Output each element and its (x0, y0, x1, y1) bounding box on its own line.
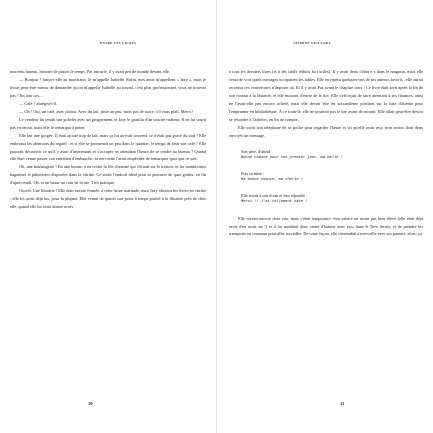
paragraph-gap (229, 140, 423, 148)
running-head-left: ENTRE LES LIGNES (100, 41, 137, 45)
text-messages (229, 148, 423, 207)
left-page (0, 0, 216, 433)
message-text: Bonne chance pour ton premier jour, ma belle ! (241, 156, 343, 161)
paragraph-gap (229, 207, 423, 215)
paragraph: — Bonjour ! lança-t-elle au marchand. Je m'appelle Isabelle. Enfin, mes amis m'appellent « Izzy », mais je ferais peut-être mieux de demander qu'on m'appelle Isabelle au travail, c'est plus professionnel, vous ne trouvez pas ? En tout cas… (10, 76, 206, 98)
text-message (229, 148, 423, 163)
paragraph: nouveau bureau, histoire de passer le temps. Par miracle, il y avait peu de monde devant elle. (10, 69, 170, 74)
paragraph: Oh, une boulangerie ! En une bonne, à en croire la file d'attente qui s'étirait sur le trottoir, et les nombreuses baguettes et pâtisseries disposées dans la vitrine. Ce serait l'endroit idéal pour se procurer de quoi goûter, en fin d'après-midi. Oh, et un bazar au coin de la rue. Très pratique. (10, 164, 206, 186)
paragraph: Elle sortit son téléphone de sa poche pour regarder l'heure et vit qu'elle avait reçu trois textos dont deux envoyés un message. (229, 124, 423, 138)
paragraph: Elle n'avait encore chez eux, mais c'était temporaire. Son salaire ne serait pas bien élevé (elle était déjà ravie d'en avoir un !) et il lui semblait donc sensé d'habiter avec eux, dans le New Jersey, et de prendre les transports en commun pour aller travailler. De toute façon, elle s'entendait à merveille avec ses parents, alors, ça (229, 215, 423, 237)
message-gap (229, 163, 423, 170)
message-label: Son père, d'abord : (241, 148, 273, 154)
left-page-body (10, 68, 206, 211)
message-gap (229, 185, 423, 192)
paragraph: Ooooh. Une librairie ! Elle était encore fermée, à cette heure matinale, mais Izzy observa les livres en vitrine : elle les avait déjà lus, pour la plupart. Elle venait de quitter son poste à temps partiel à la librairie près de chez elle, quand elle lui avait donné accès (10, 188, 206, 210)
paragraph: — Oh ! Oui, un café, avec plaisir. Avec du lait, juste un peu, mais pas de sucre, s'il vous plaît. Merci ! (19, 108, 194, 114)
right-bottom-paragraphs (229, 215, 423, 239)
right-top-paragraphs (229, 68, 423, 140)
message-text: Merci !! J'ai tellement hâte ! (241, 200, 308, 205)
right-page-body (229, 68, 423, 238)
text-message (229, 192, 423, 207)
page-number-left: 10 (88, 401, 93, 406)
paragraph: à tous les derniers titres (et à des tarifs réduits fort utiles). Il y avait deux client·e·s dans le magasin, mais elle cessa de voir quels ouvrages occupaient les tables. Elle en repéra quelques-uns de ses auteurs favoris ; elle aurait reconnu ces couvertures n'importe où. Et il y avait Pas avant le chapitre trois ! Ce livre était sorti après la fin de son contrat à la librairie, et elle mourait d'envie de le lire. Elle s'efforçait de faire attention à ses finances, ainsi ne l'avait-elle pas encore acheté, mais elle devait être en soixantième position sur la liste d'attente pour l'emprunter en bibliothèque. À ce train-là, elle ne pourrait pas le lire avant de mourir. Elle allait peut-être devoir se résoudre à l'acheter, en fin de compte. (229, 69, 423, 122)
paragraph: Le vendeur lui tendit son gobelet avec un grognement, et Izzy le gratifia d'un sourire radieux. Il ne lui sourit pas en retour, mais elle le remarqua à peine. (10, 116, 206, 130)
message-text: Ma bonne chance, ma chérie ! (241, 178, 303, 183)
right-page (217, 0, 433, 433)
text-message (229, 170, 423, 185)
paragraph: Elle but une gorgée. Il était ajouté trop de lait, mais ça lui arrivait souvent, ce n'était pas grave du tout ! Elle embrassa les alentours du regard : et si elle se promenait un peu dans le quartier, le temps de finir son café ? Elle pourrait découvrir ce qu'il y avait d'intéressant et s'occuper en attendant l'heure de se rendre au bureau ? Quand elle était venue passer son entretien d'embauche, sa nervosité l'avait empêchée de remarquer quoi que ce soit. (10, 132, 206, 162)
paragraph: — Café ? abrégea-t-il. (19, 100, 58, 106)
message-label: Elle sourit à son écran et leur répondit : (241, 192, 308, 198)
running-head-right: JASMINE GUILLORY (293, 41, 331, 45)
message-label: Puis sa mère : (241, 170, 265, 176)
page-number-right: 11 (340, 401, 345, 406)
